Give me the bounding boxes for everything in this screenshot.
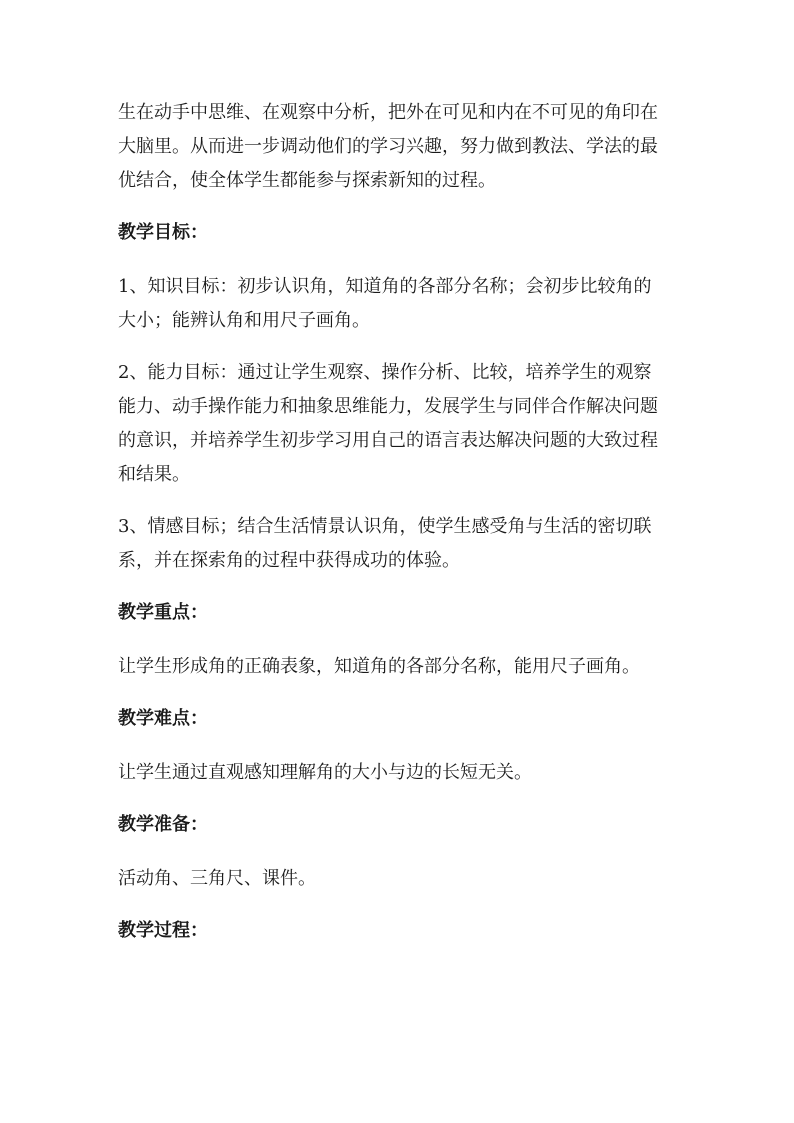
difficulties-text: 让学生通过直观感知理解角的大小与边的长短无关。 [118, 762, 532, 783]
objective-1-paragraph [118, 270, 688, 338]
objective-1-line-2: 大小；能辨认角和用尺子画角。 [118, 310, 370, 331]
objective-2-line-1: 2、能力目标：通过让学生观察、操作分析、比较，培养学生的观察 [118, 362, 652, 383]
preparation-paragraph [118, 862, 688, 896]
objective-3-paragraph [118, 510, 688, 578]
objective-2-line-3: 的意识，并培养学生初步学习用自己的语言表达解决问题的大致过程 [118, 430, 658, 451]
preparation-heading: 教学准备： [118, 814, 208, 835]
intro-line-3: 优结合，使全体学生都能参与探索新知的过程。 [118, 170, 496, 191]
objective-3-line-1: 3、情感目标；结合生活情景认识角，使学生感受角与生活的密切联 [118, 516, 652, 537]
intro-line-1: 生在动手中思维、在观察中分析，把外在可见和内在不可见的角印在 [118, 102, 658, 123]
document-page [118, 96, 688, 968]
preparation-text: 活动角、三角尺、课件。 [118, 868, 316, 889]
objectives-heading: 教学目标： [118, 222, 208, 243]
objective-2-line-4: 和结果。 [118, 464, 190, 485]
key-points-heading: 教学重点： [118, 602, 208, 623]
difficulties-heading: 教学难点： [118, 708, 208, 729]
intro-line-2: 大脑里。从而进一步调动他们的学习兴趣，努力做到教法、学法的最 [118, 136, 658, 157]
process-heading: 教学过程： [118, 920, 208, 941]
key-points-text: 让学生形成角的正确表象，知道角的各部分名称，能用尺子画角。 [118, 656, 640, 677]
intro-paragraph [118, 96, 688, 198]
objective-2-paragraph [118, 356, 688, 492]
objective-2-line-2: 能力、动手操作能力和抽象思维能力，发展学生与同伴合作解决问题 [118, 396, 658, 417]
objective-1-line-1: 1、知识目标：初步认识角，知道角的各部分名称；会初步比较角的 [118, 276, 652, 297]
difficulties-paragraph [118, 756, 688, 790]
key-points-paragraph [118, 650, 688, 684]
objective-3-line-2: 系，并在探索角的过程中获得成功的体验。 [118, 550, 460, 571]
